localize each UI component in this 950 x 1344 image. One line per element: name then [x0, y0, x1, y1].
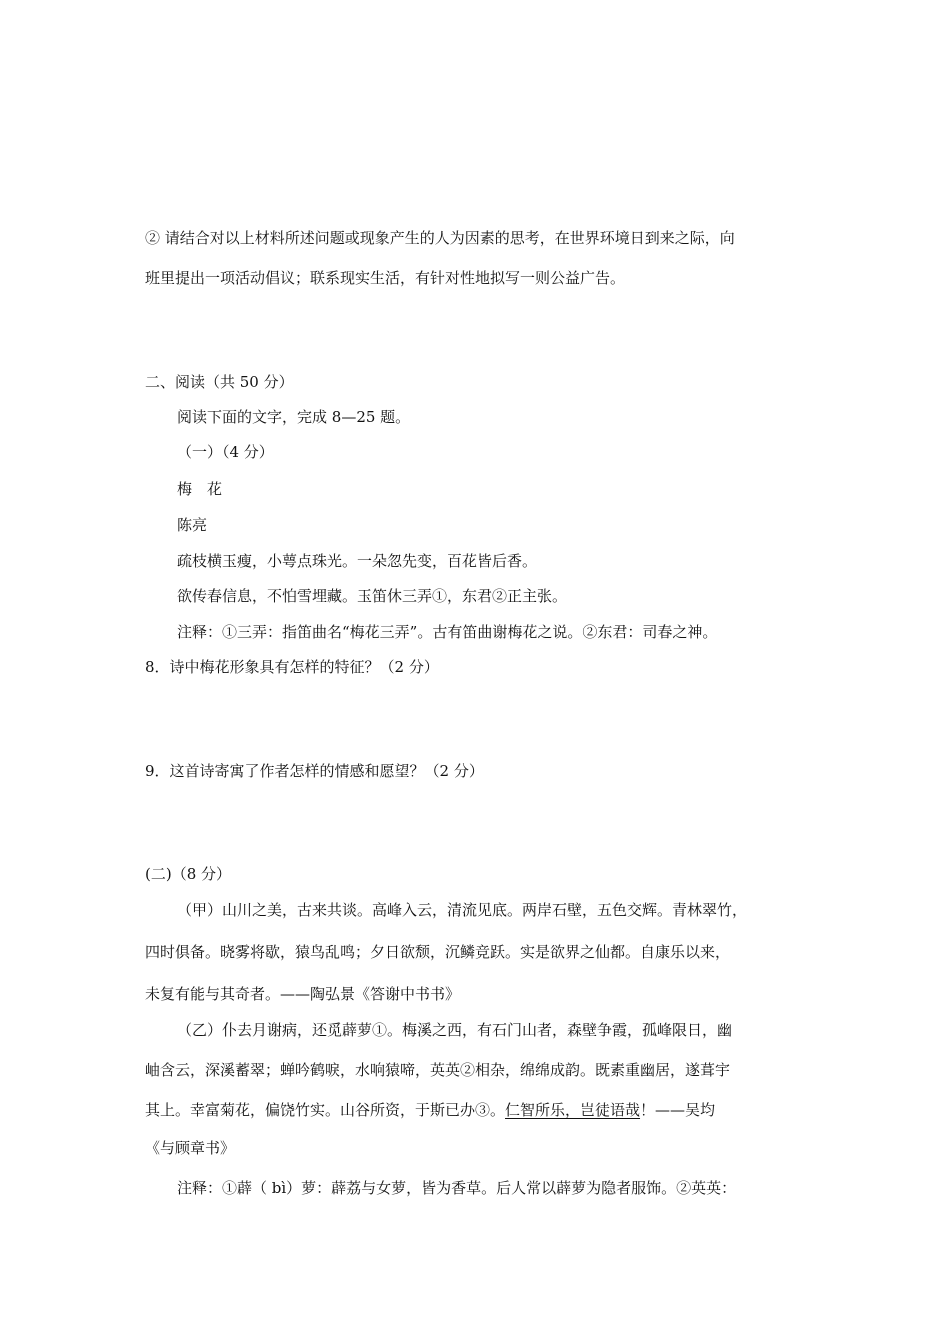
poem-title: 梅 花	[177, 480, 223, 498]
passage-yi-line-3-start: 其上。幸富菊花，偏饶竹实。山谷所资，于斯已办③。	[145, 1101, 506, 1119]
poem-line-1: 疏枝横玉瘦，小萼点珠光。一朵忽先变，百花皆后香。	[177, 552, 538, 570]
passage-yi-line-3-end: ！——吴均	[640, 1101, 716, 1119]
passage-yi-line-1: （乙）仆去月谢病，还觅薜萝①。梅溪之西，有石门山者，森壁争霞，孤峰限日，幽	[177, 1021, 733, 1039]
passage-jia-line-3: 未复有能与其奇者。——陶弘景《答谢中书书》	[145, 985, 461, 1003]
poem-subheading: （一）（4 分）	[177, 443, 274, 461]
passage-yi-line-2: 岫含云，深溪蓄翠；蝉吟鹤唳，水响猿啼，英英②相杂，绵绵成韵。既素重幽居，遂葺宇	[145, 1061, 731, 1079]
poem-author: 陈亮	[177, 516, 208, 534]
question-8: 8．诗中梅花形象具有怎样的特征？（2 分）	[145, 658, 439, 676]
section-heading: 二、阅读（共 50 分）	[145, 373, 294, 391]
prompt-line-1: ② 请结合对以上材料所述问题或现象产生的人为因素的思考，在世界环境日到来之际，向	[145, 229, 735, 247]
prompt-line-2: 班里提出一项活动倡议；联系现实生活，有针对性地拟写一则公益广告。	[145, 269, 626, 287]
passage-yi-line-3	[145, 1100, 715, 1120]
section-instruction: 阅读下面的文字，完成 8—25 题。	[177, 408, 411, 426]
poem-line-2: 欲传春信息，不怕雪埋藏。玉笛休三弄①，东君②正主张。	[177, 587, 568, 605]
prose-subheading: (二)（8 分）	[145, 865, 232, 883]
passage-jia-line-2: 四时俱备。晓雾将歇，猿鸟乱鸣；夕日欲颓，沉鳞竞跃。实是欲界之仙都。自康乐以来，	[145, 943, 731, 961]
underlined-sentence: 仁智所乐，岂徒语哉	[505, 1101, 641, 1119]
passage-jia-line-1: （甲）山川之美，古来共谈。高峰入云，清流见底。两岸石壁，五色交辉。青林翠竹，	[177, 901, 748, 919]
poem-note: 注释：①三弄：指笛曲名“梅花三弄”。古有笛曲谢梅花之说。②东君：司春之神。	[177, 623, 718, 641]
question-9: 9．这首诗寄寓了作者怎样的情感和愿望？（2 分）	[145, 762, 484, 780]
prose-note: 注释：①薜（ bì）萝：薜荔与女萝，皆为香草。后人常以薜萝为隐者服饰。②英英：	[177, 1179, 737, 1197]
passage-yi-line-4: 《与顾章书》	[145, 1139, 236, 1157]
